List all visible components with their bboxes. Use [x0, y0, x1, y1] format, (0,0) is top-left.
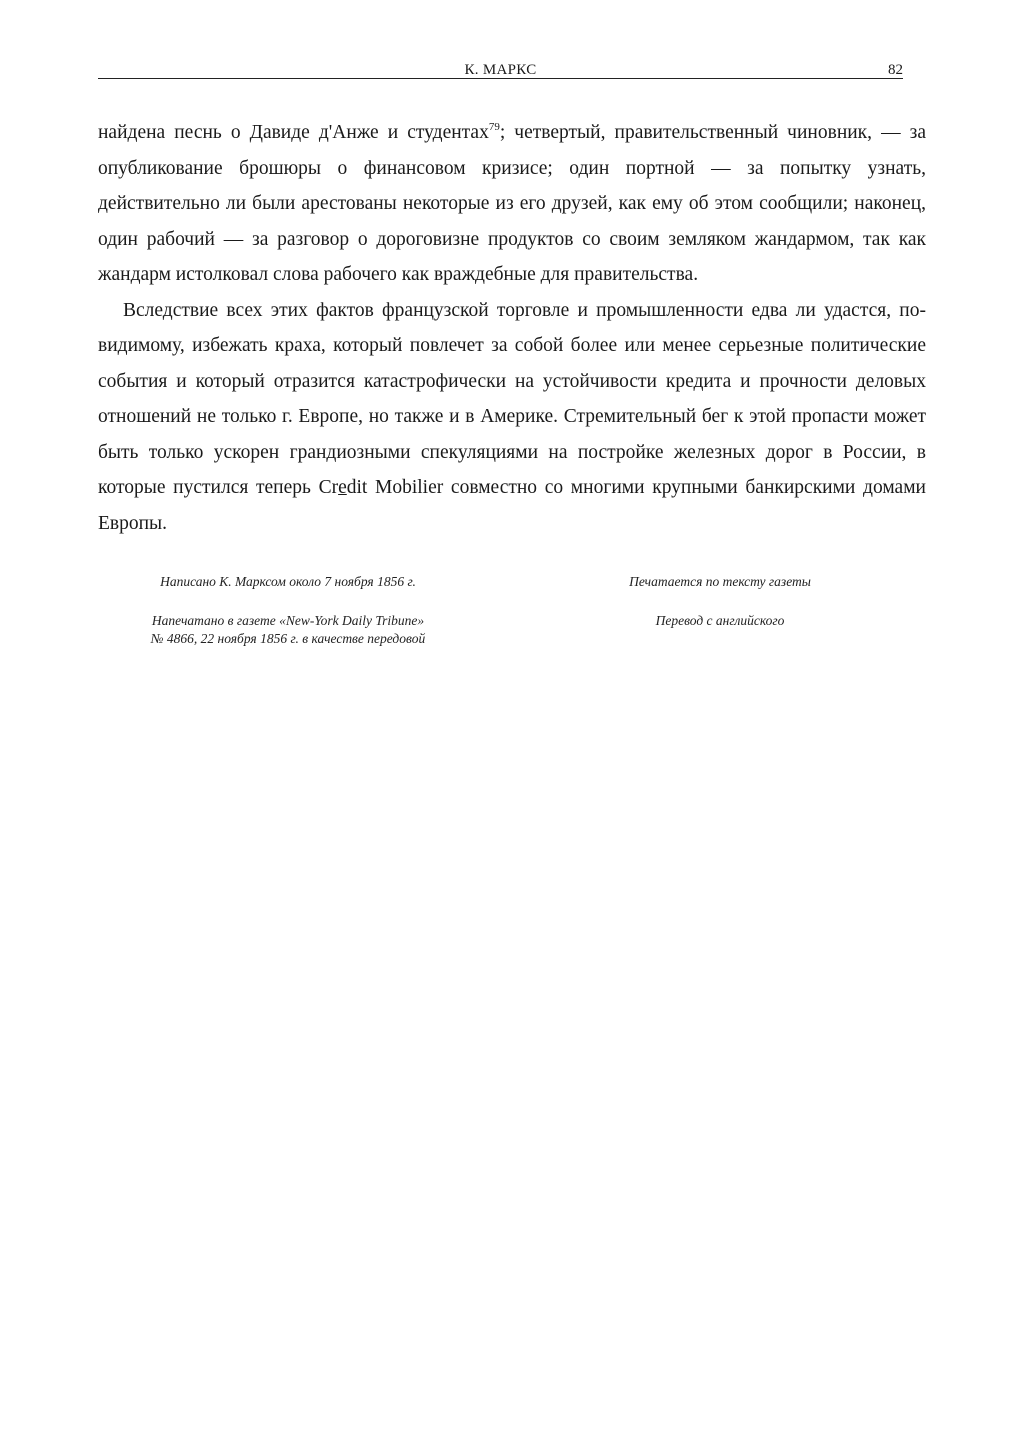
written-line: Написано К. Марксом около 7 ноября 1856 г. [160, 574, 416, 589]
translation-note [530, 612, 910, 630]
source-line: Печатается по тексту газеты [629, 574, 811, 589]
footnote-ref-79: 79 [488, 121, 500, 133]
paragraph-1 [98, 115, 926, 293]
colophon-left [98, 573, 478, 669]
printed-line-1: Напечатано в газете «New-York Daily Tribune» [151, 613, 425, 628]
document-page [98, 56, 926, 646]
page-number: 82 [888, 62, 903, 78]
translation-line: Перевод с английского [655, 613, 785, 628]
printed-note [98, 612, 478, 648]
written-note [98, 573, 478, 591]
source-note [530, 573, 910, 591]
paragraph-2-text-b: dit Mobilier совместно со многими крупными банкирскими домами Европы. [98, 477, 926, 534]
paragraph-2 [98, 293, 926, 542]
printed-line-2: № 4866, 22 ноября 1856 г. в качестве передовой [150, 631, 426, 646]
paragraph-1-text-a: найдена песнь о Давиде д'Анже и студентах [98, 122, 489, 143]
colophon-right [530, 573, 910, 651]
paragraph-2-text-a: Вследствие всех этих фактов французской торговле и промышленности едва ли удастся, по-видимому, избежать краха, который повлечет за собой более или менее серьезные политические события и который отразится катастрофически на устойчивости кредита и прочности деловых отношений не только г. Европе, но также и в Америке. Стремительный бег к этой пропасти может быть только ускорен грандиозными спекуляциями на постройке железных дорог в России, в которые пустился теперь Cr [98, 299, 926, 498]
body-text [98, 115, 926, 541]
running-header [98, 56, 903, 79]
underlined-letter: e [338, 477, 347, 498]
header-author: К. МАРКС [464, 62, 537, 78]
paragraph-1-text-b: ; четвертый, правительственный чиновник, — за опубликование брошюры о финансовом кризисе; один портной — за попытку узнать, действительно ли были арестованы некоторые из его друзей, как ему об этом сообщили; наконец, один рабочий — за разговор о дороговизне продуктов со своим земляком жандармом, так как жандарм истолковал слова рабочего как враждебные для правительства. [98, 122, 926, 285]
